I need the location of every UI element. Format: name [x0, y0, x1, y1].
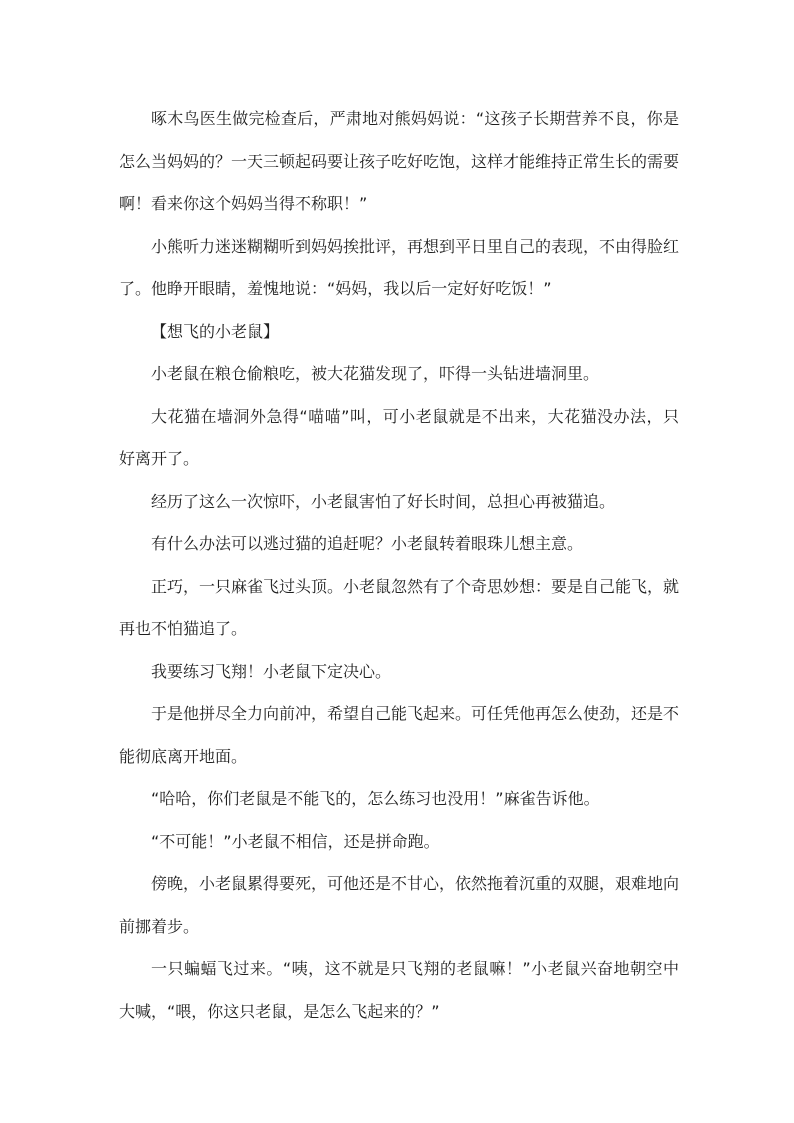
paragraph: 啄木鸟医生做完检查后，严肃地对熊妈妈说：“这孩子长期营养不良，你是怎么当妈妈的？一天三顿起码要让孩子吃好吃饱，这样才能维持正常生长的需要啊！看来你这个妈妈当得不称职！” — [119, 109, 680, 213]
document-body — [119, 98, 679, 1033]
paragraph: 正巧，一只麻雀飞过头顶。小老鼠忽然有了个奇思妙想：要是自己能飞，就再也不怕猫追了。 — [119, 576, 680, 638]
paragraph: 于是他拼尽全力向前冲，希望自己能飞起来。可任凭他再怎么使劲，还是不能彻底离开地面。 — [119, 704, 680, 766]
paragraph: 小熊听力迷迷糊糊听到妈妈挨批评，再想到平日里自己的表现，不由得脸红了。他睁开眼睛，羞愧地说：“妈妈，我以后一定好好吃饭！” — [119, 236, 680, 298]
paragraph: 傍晚，小老鼠累得要死，可他还是不甘心，依然拖着沉重的双腿，艰难地向前挪着步。 — [119, 874, 680, 936]
paragraph: “哈哈，你们老鼠是不能飞的，怎么练习也没用！”麻雀告诉他。 — [151, 789, 600, 808]
story-title: 【想飞的小老鼠】 — [151, 321, 280, 341]
paragraph: 小老鼠在粮仓偷粮吃，被大花猫发现了，吓得一头钻进墙洞里。 — [151, 364, 600, 383]
paragraph: 大花猫在墙洞外急得“喵喵”叫，可小老鼠就是不出来，大花猫没办法，只好离开了。 — [119, 406, 679, 468]
paragraph: 一只蝙蝠飞过来。“咦，这不就是只飞翔的老鼠嘛！”小老鼠兴奋地朝空中大喊，“喂，你这只老鼠，是怎么飞起来的？” — [119, 959, 679, 1021]
paragraph: 有什么办法可以逃过猫的追赶呢？小老鼠转着眼珠儿想主意。 — [151, 534, 584, 553]
paragraph: 我要练习飞翔！小老鼠下定决心。 — [151, 661, 392, 681]
paragraph: 经历了这么一次惊吓，小老鼠害怕了好长时间，总担心再被猫追。 — [151, 491, 616, 511]
paragraph: “不可能！”小老鼠不相信，还是拼命跑。 — [151, 831, 440, 851]
